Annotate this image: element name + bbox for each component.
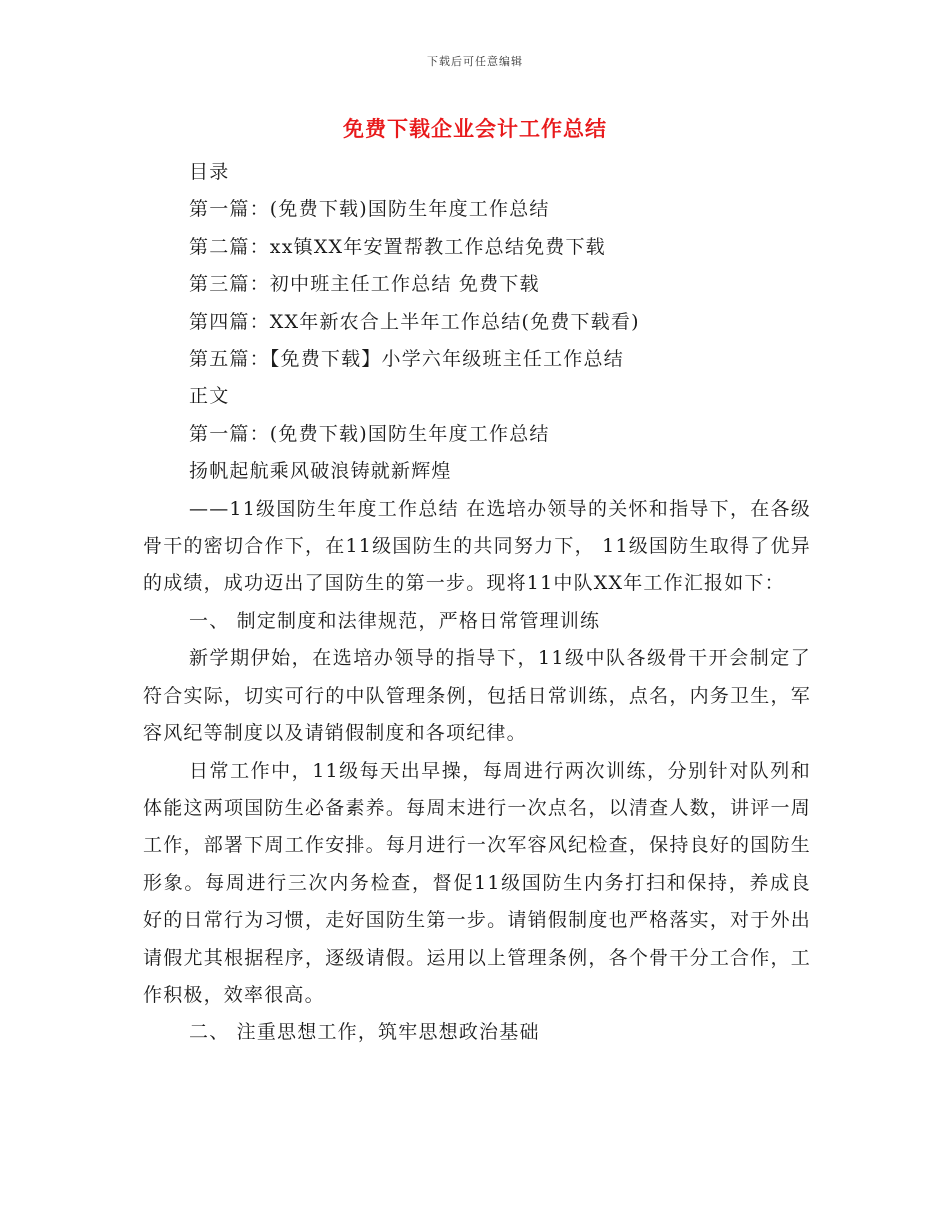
paragraph: 日常工作中，11级每天出早操，每周进行两次训练，分别针对队列和体能这两项国防生必备素养。每周末进行一次点名，以清查人数，讲评一周工作，部署下周工作安排。每月进行一次军容风纪检查，保持良好的国防生形象。每周进行三次内务检查，督促11级国防生内务打扫和保持，养成良好的日常行为习惯，走好国防生第一步。请销假制度也严格落实，对于外出请假尤其根据程序，逐级请假。运用以上管理条例，各个骨干分工合作，工作积极，效率很高。	[143, 759, 811, 1006]
intro-paragraph: ——11级国防生年度工作总结 在选培办领导的关怀和指导下，在各级骨干的密切合作下，在11级国防生的共同努力下， 11级国防生取得了优异的成绩，成功迈出了国防生的第一步。现将11中队XX年工作汇报如下：	[143, 497, 811, 595]
toc-item: 第一篇：(免费下载)国防生年度工作总结	[189, 198, 550, 221]
chapter-title: 第一篇：(免费下载)国防生年度工作总结	[189, 422, 550, 445]
toc-item: 第四篇：XX年新农合上半年工作总结(免费下载看)	[189, 310, 640, 333]
toc-item: 第二篇：xx镇XX年安置帮教工作总结免费下载	[189, 235, 606, 258]
toc-item: 第三篇：初中班主任工作总结 免费下载	[189, 273, 540, 296]
document-title: 免费下载企业会计工作总结	[343, 117, 607, 141]
document-body	[143, 154, 811, 1052]
section-heading: 一、 制定制度和法律规范，严格日常管理训练	[189, 609, 601, 632]
paragraph: 新学期伊始，在选培办领导的指导下，11级中队各级骨干开会制定了符合实际，切实可行的中队管理条例，包括日常训练，点名，内务卫生，军容风纪等制度以及请销假制度和各项纪律。	[143, 647, 811, 745]
header-note: 下载后可任意编辑	[427, 55, 523, 68]
toc-heading: 目录	[189, 161, 230, 183]
section-heading: 二、 注重思想工作，筑牢思想政治基础	[189, 1021, 540, 1044]
toc-item: 第五篇：【免费下载】小学六年级班主任工作总结	[189, 348, 624, 371]
body-heading: 正文	[189, 385, 230, 408]
chapter-subtitle: 扬帆起航乘风破浪铸就新辉煌	[189, 460, 452, 483]
